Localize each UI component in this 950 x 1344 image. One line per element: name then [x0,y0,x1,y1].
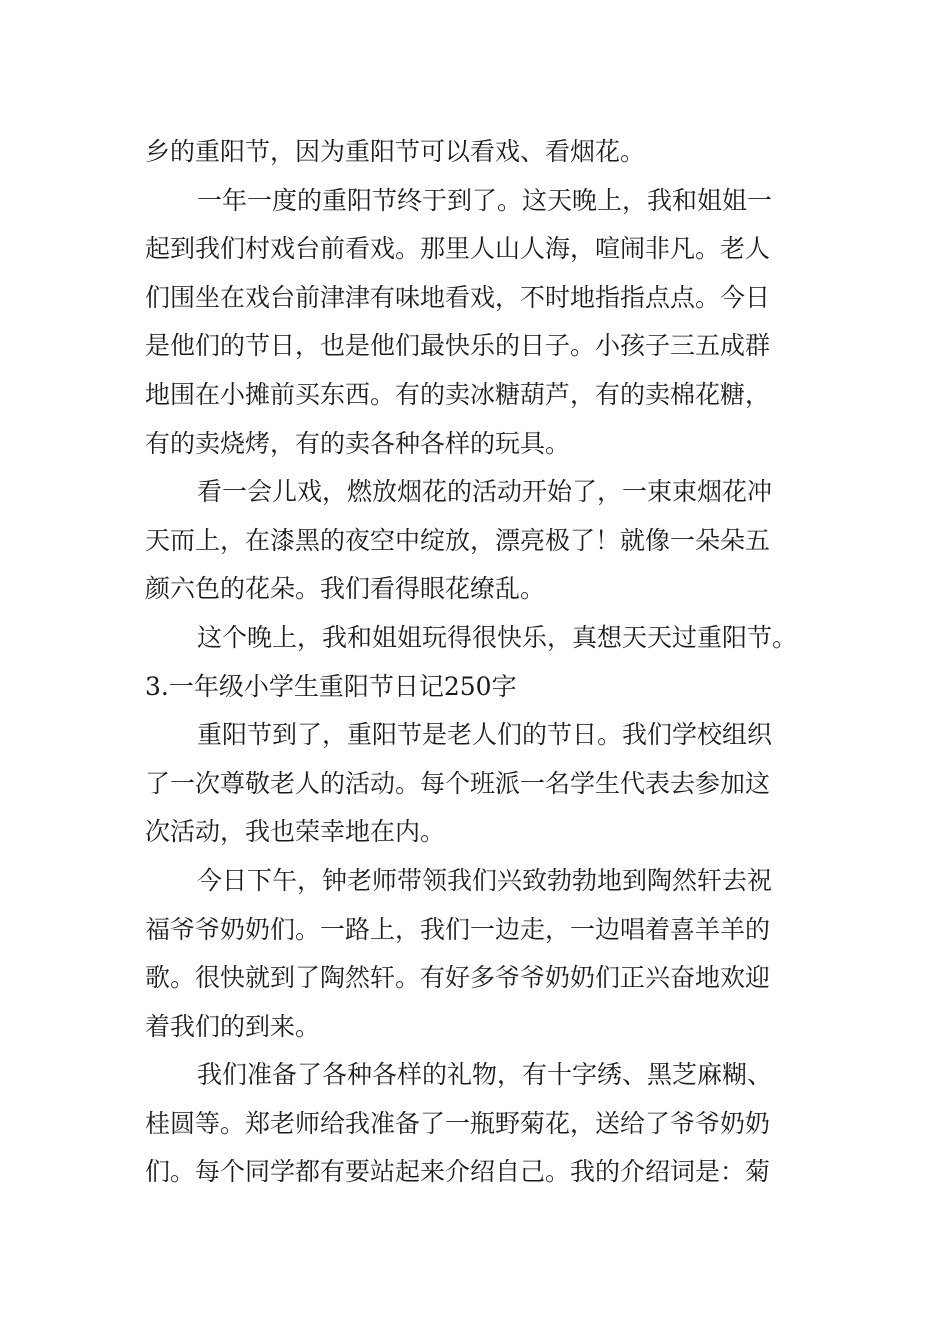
text-line: 福爷爷奶奶们。一路上，我们一边走，一边唱着喜羊羊的 [145,914,771,944]
text-line: 是他们的节日，也是他们最快乐的日子。小孩子三五成群 [145,331,771,361]
text-line: 颜六色的花朵。我们看得眼花缭乱。 [145,574,546,604]
text-line: 一年一度的重阳节终于到了。这天晚上，我和姐姐一 [197,185,773,215]
text-line: 这个晚上，我和姐姐玩得很快乐，真想天天过重阳节。 [197,622,798,652]
text-line: 起到我们村戏台前看戏。那里人山人海，喧闹非凡。老人 [145,234,771,264]
text-line: 看一会儿戏，燃放烟花的活动开始了，一束束烟花冲 [197,477,773,507]
text-line: 重阳节到了，重阳节是老人们的节日。我们学校组织 [197,720,773,750]
text-line: 了一次尊敬老人的活动。每个班派一名学生代表去参加这 [145,768,771,798]
text-line: 次活动，我也荣幸地在内。 [145,817,446,847]
text-line: 桂圆等。郑老师给我准备了一瓶野菊花，送给了爷爷奶奶 [145,1108,771,1138]
text-line: 乡的重阳节，因为重阳节可以看戏、看烟花。 [145,137,646,166]
text-line: 今日下午，钟老师带领我们兴致勃勃地到陶然轩去祝 [197,865,773,895]
text-line: 天而上，在漆黑的夜空中绽放，漂亮极了！就像一朵朵五 [145,525,771,555]
text-line: 们围坐在戏台前津津有味地看戏，不时地指指点点。今日 [145,282,771,312]
text-line: 地围在小摊前买东西。有的卖冰糖葫芦，有的卖棉花糖， [145,379,771,409]
text-line: 我们准备了各种各样的礼物，有十字绣、黑芝麻糊、 [197,1060,773,1090]
text-body [145,128,815,1197]
text-line: 着我们的到来。 [145,1011,321,1041]
section-heading: 3.一年级小学生重阳节日记250字 [145,671,517,701]
text-line: 歌。很快就到了陶然轩。有好多爷爷奶奶们正兴奋地欢迎 [145,963,771,993]
text-line: 们。每个同学都有要站起来介绍自己。我的介绍词是：菊 [145,1157,771,1187]
text-line: 有的卖烧烤，有的卖各种各样的玩具。 [145,428,571,458]
